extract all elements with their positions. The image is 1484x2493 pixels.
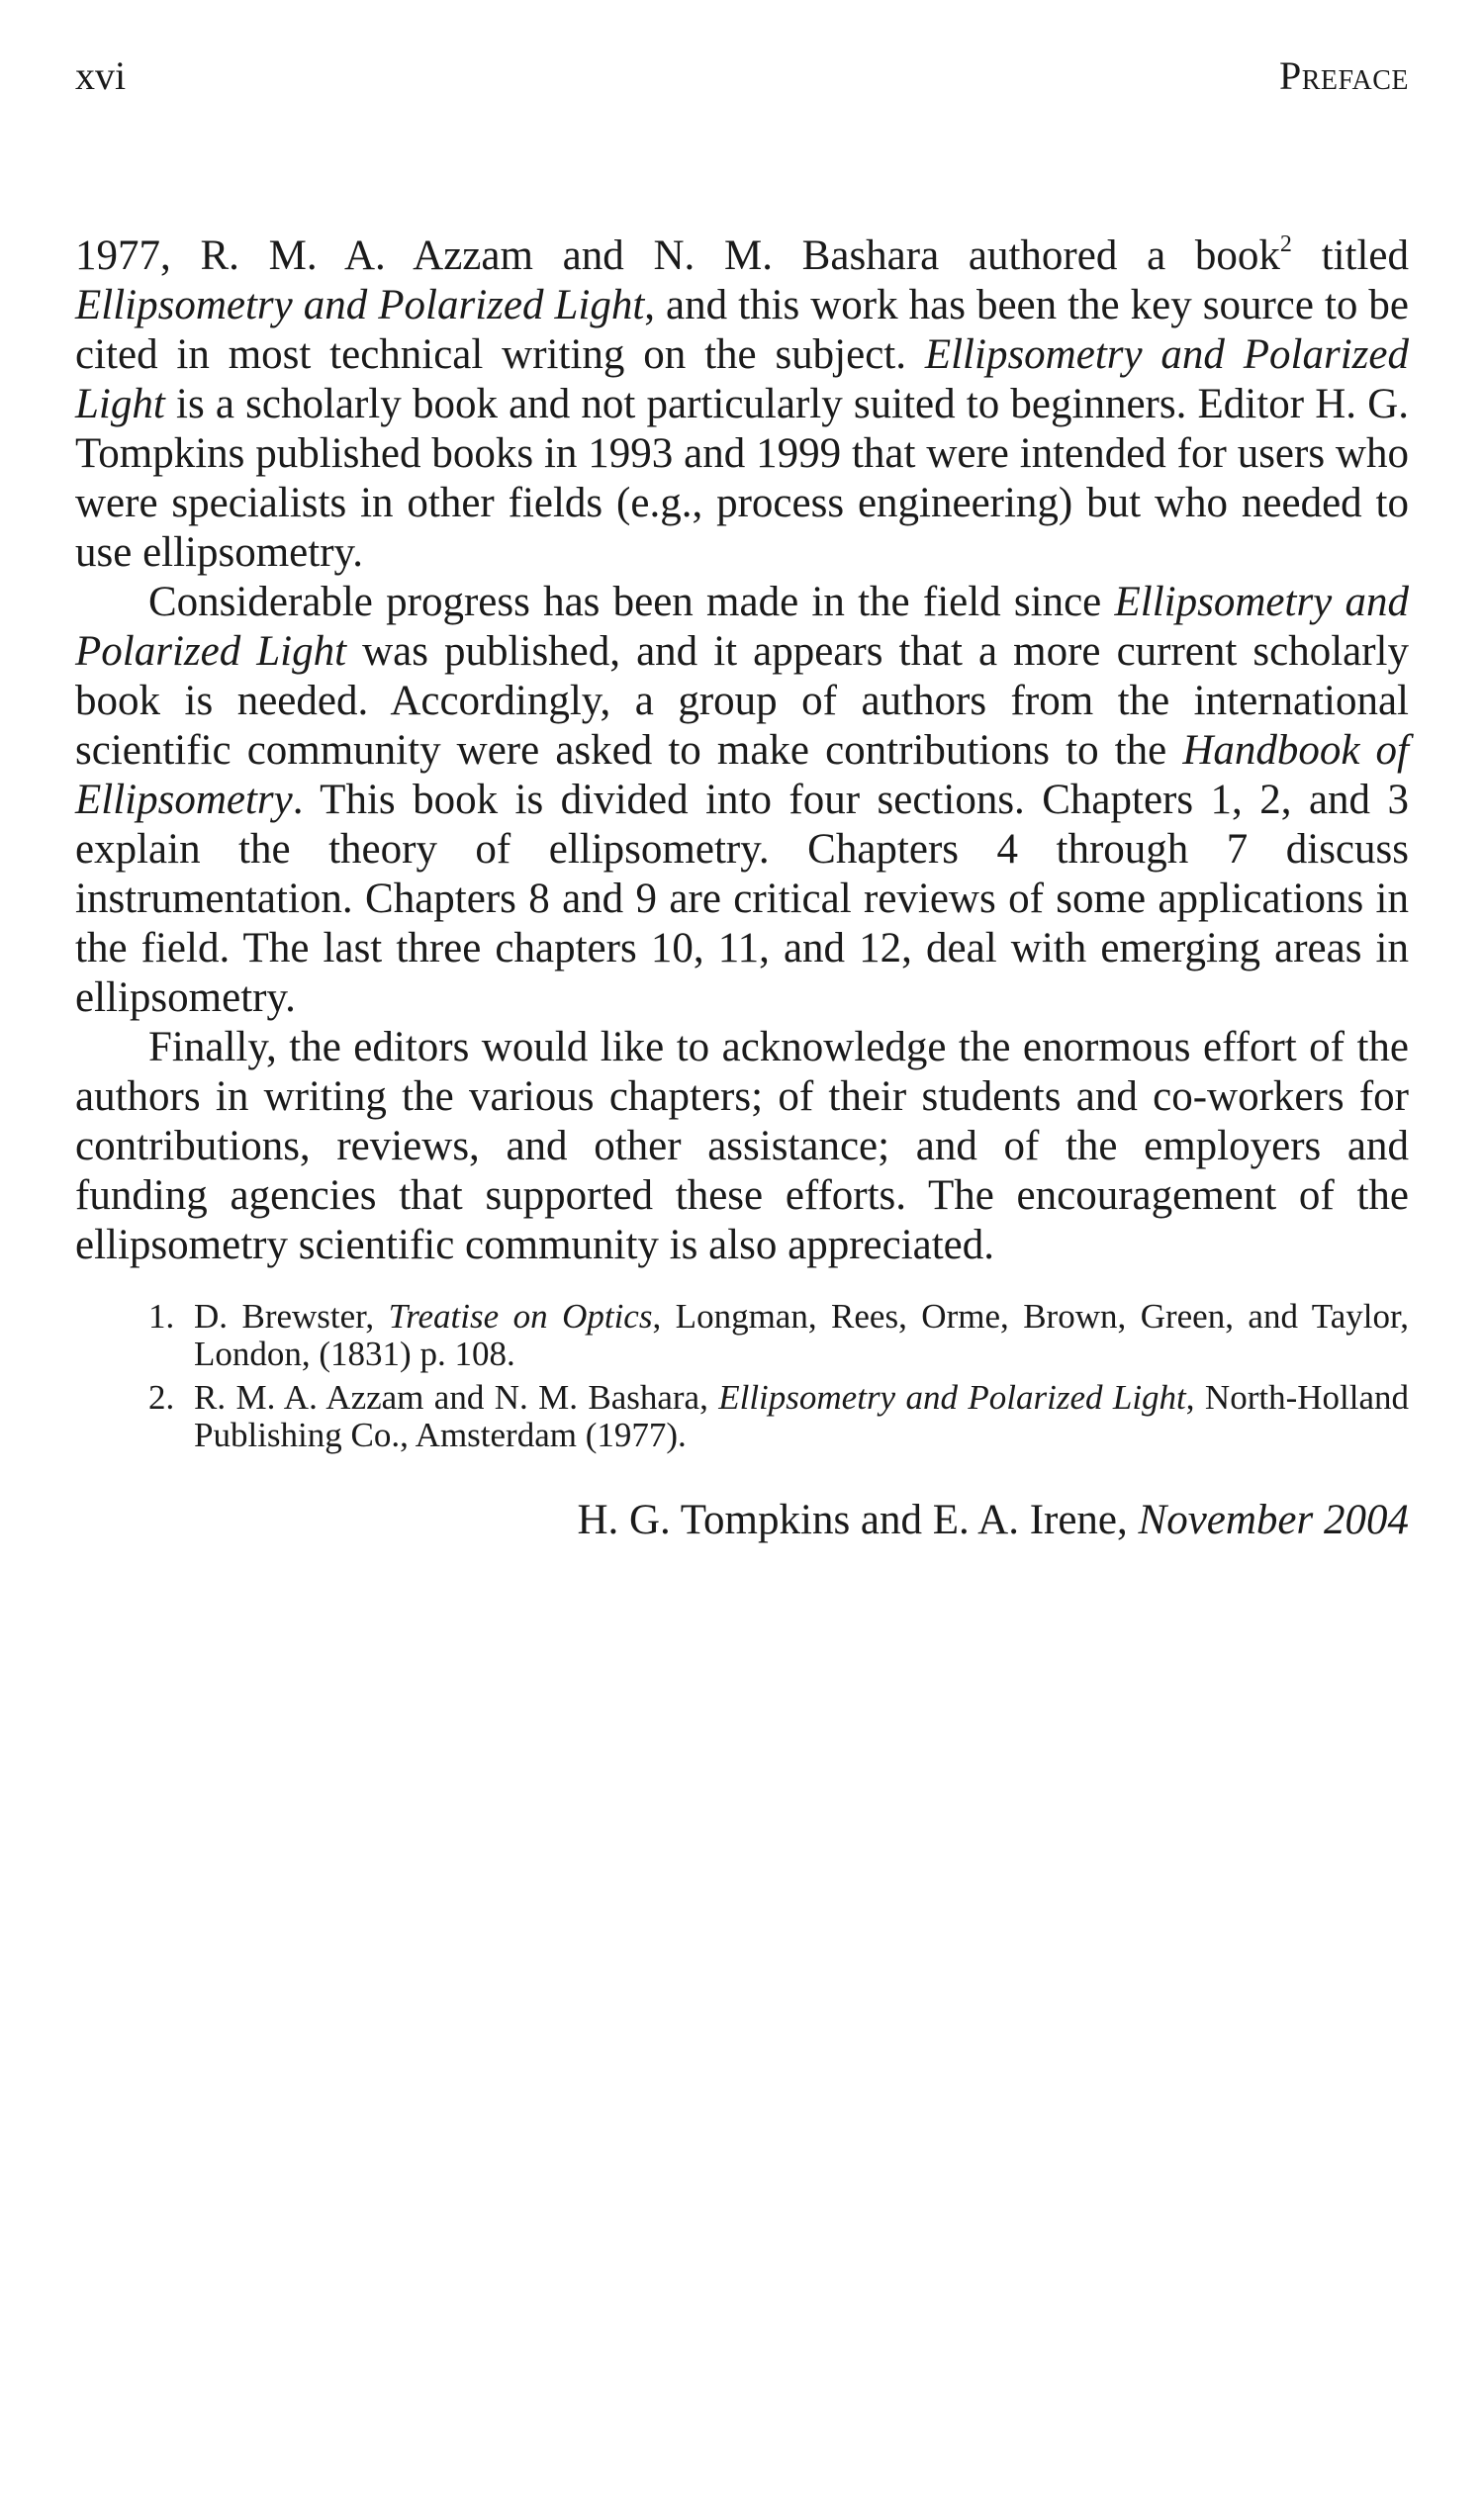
text-run: R. M. A. Azzam and N. M. Bashara, — [194, 1378, 719, 1417]
paragraph-1 — [75, 231, 1409, 578]
reference-list — [148, 1298, 1409, 1460]
body-text — [75, 231, 1409, 1270]
text-run: titled — [1291, 232, 1409, 279]
footnote-marker: 2 — [1279, 231, 1292, 257]
text-run: is a scholarly book and not particularly suited to beginners. Editor H. G. Tompkins published books in 1993 and 1999 that were intended for users who were specialists in other fields (e.g., process engineering) but who needed to use ellipsometry. — [75, 381, 1409, 576]
running-head — [75, 51, 1409, 101]
paragraph-2 — [75, 578, 1409, 1023]
reference-number: 2. — [148, 1378, 175, 1417]
signature-names: H. G. Tompkins and E. A. Irene, — [577, 1497, 1139, 1543]
reference-number: 1. — [148, 1297, 175, 1336]
text-run: , and this work has been the key source to be cited in most technical writing on the subject. — [75, 282, 1409, 378]
text-run: Considerable progress has been made in the field since — [148, 579, 1115, 625]
page-number: xvi — [75, 53, 127, 98]
text-run: , Longman, Rees, Orme, Brown, Green, and Taylor, London, (1831) p. 108. — [194, 1297, 1409, 1373]
paragraph-3 — [75, 1023, 1409, 1270]
book-title: Handbook of Ellipsometry — [75, 727, 1409, 823]
section-title: Preface — [1278, 53, 1409, 98]
text-run: , North-Holland Publishing Co., Amsterdam (1977). — [194, 1378, 1409, 1454]
book-title: Ellipsometry and Polarized Light — [75, 282, 645, 328]
book-title: Ellipsometry and Polarized Light — [75, 331, 1409, 427]
reference-item — [148, 1379, 1409, 1454]
signature — [577, 1496, 1409, 1545]
book-title: Ellipsometry and Polarized Light — [75, 579, 1410, 675]
reference-title: Ellipsometry and Polarized Light — [718, 1378, 1186, 1417]
text-run: . This book is divided into four sections. Chapters 1, 2, and 3 explain the theory of ellipsometry. Chapters 4 through 7 discuss instrumentation. Chapters 8 and 9 are critical reviews of some applications in the field. The last three chapters 10, 11, and 12, deal with emerging areas in ellipsometry. — [75, 777, 1409, 1021]
text-run: Finally, the editors would like to acknowledge the enormous effort of the authors in writing the various chapters; of their students and co-workers for contributions, reviews, and other assistance; and of the employers and funding agencies that supported these efforts. The encouragement of the ellipsometry scientific community is also appreciated. — [75, 1024, 1409, 1268]
reference-item — [148, 1298, 1409, 1373]
reference-title: Treatise on Optics — [388, 1297, 653, 1336]
signature-date: November 2004 — [1138, 1497, 1409, 1543]
text-run: D. Brewster, — [194, 1297, 389, 1336]
text-run: was published, and it appears that a more current scholarly book is needed. Accordingly, a group of authors from the international scientific community were asked to make contributions to the — [75, 628, 1409, 774]
text-run: 1977, R. M. A. Azzam and N. M. Bashara authored a book — [75, 232, 1280, 279]
